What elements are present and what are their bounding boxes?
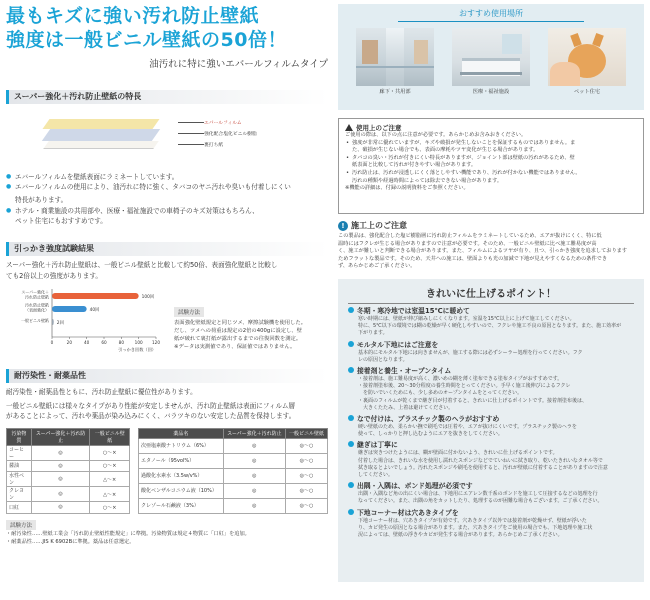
stain-table-cell: △〜× — [90, 487, 130, 502]
caution-item: • タバコの臭い・汚れが付きにくい特長がありますが、ジョイント部は壁紙の汚れがあるため、壁 — [345, 155, 637, 163]
chart-category-label: 汚れ防止壁紙 — [25, 294, 49, 300]
chart-category-label: 汚れ防止壁紙 — [25, 302, 49, 308]
finishing-point-text: 特に、5℃以下の環境では糊の乾燥が早く硬化しやすいので、フクレや施工不良の原因となります。また、施工効率が — [358, 323, 622, 330]
chemical-table-cell: ◎〜○ — [286, 438, 328, 453]
strength-intro-2: ても2倍以上の強度があります。 — [6, 271, 102, 280]
finishing-point-heading: 継ぎは丁寧に — [357, 441, 398, 450]
finishing-point-heading: 出隅・入隅は、ボンド処理が必須です — [357, 482, 473, 491]
construction-line: く、施工が難しいと判断できる場合があります。また、フィルムによるツヤが有り、且つ、引っかき強度を追求しております — [338, 248, 628, 255]
stain-heading: 耐汚染性・耐薬品性 — [6, 369, 328, 383]
chemical-table-cell: 次亜塩素酸ナトリウム（6%） — [139, 438, 224, 453]
chart-x-tick-label: 40 — [83, 340, 90, 345]
finishing-point-text: 寒い時期には、壁紙が伸び縮みしにくくなります。室温を15℃以上に上げて施工してください。 — [358, 315, 575, 322]
stain-table-row — [7, 487, 130, 502]
stain-table-row — [7, 502, 130, 514]
finishing-point — [348, 508, 634, 540]
resin-layer — [42, 129, 160, 141]
strength-heading: 引っかき強度試験結果 — [6, 242, 328, 256]
chemical-table-cell: ◎ — [223, 453, 285, 468]
photo-corridor — [356, 28, 434, 95]
finishing-point-text: なってください。また、出隅の角をカットしたり、処理するのが困難な場合もございます。ご了承ください。 — [358, 498, 603, 505]
usage-caution-lead: ご使用の際は、以下の点に注意が必要です。あらかじめお含みおきください。 — [345, 132, 527, 138]
usage-caution-box — [338, 118, 644, 214]
chart-bar — [52, 306, 87, 312]
point-bullet-icon — [348, 341, 354, 347]
chemical-table-row — [139, 468, 328, 483]
usage-caution-heading: 使用上のご注意 — [356, 124, 402, 132]
strength-bar-chart — [6, 287, 171, 353]
finishing-point-heading: 接着剤と養生・オープンタイム — [357, 366, 452, 375]
finishing-point — [348, 481, 634, 505]
chemical-table-cell: ◎ — [223, 438, 285, 453]
layer-label-film: エバールフィルム — [204, 121, 242, 126]
chart-category-label: スーパー強化＋ — [21, 289, 49, 295]
finishing-point — [348, 440, 634, 479]
point-bullet-icon — [348, 415, 354, 421]
place-caption: 廊下・共用部 — [379, 89, 411, 95]
corridor-image — [356, 28, 434, 86]
finishing-point-text: り、カビ発生の原因となる場合があります。また、穴あきタイプをご使用の場合でも、下地処理や施工状 — [358, 524, 593, 531]
stain-table-row — [7, 445, 130, 460]
chemical-table-cell: クレゾール石鹸液（3%） — [139, 498, 224, 513]
finishing-point-text: 基本的にモルタル下地には向きませんが、施工する際には必ずシーラー処理を行ってください。フク — [358, 349, 583, 356]
caution-item: • 強度が非常に優れていますが、キズや破損が発生しないことを保証するものではありません。ま — [345, 140, 637, 148]
stain-table-cell: △〜× — [90, 472, 130, 487]
chart-bar — [52, 319, 54, 325]
construction-line: ず、あらかじめご了承ください。 — [338, 263, 416, 270]
finishing-point-text: 況によっては、壁紙の浮きやカビが発生する場合があります。あらかじめご了承ください。 — [358, 532, 563, 539]
feature-item: ● エバールフィルムを壁紙表面にラミネートしています。 — [6, 172, 328, 182]
photo-hospital — [452, 28, 530, 95]
warning-icon — [345, 124, 353, 131]
feature-item: ● ホテル・商業施設の共用部や、医療・福祉施設での車椅子のキズ対策はもちろん、 — [6, 206, 328, 216]
chemical-table-cell: ◎ — [223, 468, 285, 483]
test-method-line: 表面強化壁紙規定と同じツメ、摩擦試験機を使用した。 — [174, 320, 306, 326]
stain-table-cell: ◎ — [31, 502, 90, 514]
test-condition-line: ・耐薬品性……JIS K 6902Bに準拠。薬品は任意選定。 — [6, 538, 135, 545]
stain-table-cell: ○〜× — [90, 445, 130, 460]
stain-table-cell: ◎ — [31, 487, 90, 502]
test-method-line: だし、ツメへの荷重は規定の2倍の400gに設定し、壁 — [174, 328, 302, 334]
point-bullet-icon — [348, 307, 354, 313]
chart-category-label: （表面強化） — [25, 307, 49, 313]
point-bullet-icon — [348, 482, 354, 488]
chart-x-tick-label: 60 — [101, 340, 107, 345]
construction-line: ためフラットな製品です。そのため、天井への施工は、壁面よりも光の加減で下地が見えやすくなるための条件でき — [338, 255, 608, 262]
caution-item-cont: 汚れの種類や経過時間によっては除去できない場合があります。 — [352, 177, 503, 184]
test-method-line: ※データは実測値であり、保証値ではありません。 — [174, 344, 296, 350]
finishing-point-text: 硬い壁紙のため、柔らかい撫で刷毛では圧着や、エアが抜けにくいです。プラスチック製のヘラを — [358, 424, 577, 430]
chart-data-label: 40回 — [89, 308, 100, 313]
finishing-point-heading: モルタル下地にはご注意を — [357, 340, 439, 349]
chemical-table — [138, 428, 328, 514]
finishing-point-text: してください。 — [358, 472, 394, 479]
chart-x-tick-label: 0 — [50, 340, 54, 345]
construction-heading: 施工上のご注意 — [351, 221, 407, 230]
chart-x-tick-label: 100 — [134, 340, 143, 345]
hero-title-line2: 強度は一般ビニル壁紙の50倍！ — [6, 29, 287, 51]
finishing-points-title: きれいに仕上げるポイント！ — [426, 288, 556, 300]
chemical-table-row — [139, 438, 328, 453]
caution-note: ※機能の詳細は、付録の説明資料をご参照ください。 — [345, 185, 469, 192]
chart-bar — [52, 293, 139, 299]
stain-paragraph-2: 一般ビニル壁紙には様々なタイプがあり性能が安定しませんが、汚れ防止壁紙は表面にフィルム層 — [6, 401, 296, 410]
test-method-line: 紙が破れて裏打紙が露出するまでの往復回数を測定。 — [174, 336, 302, 342]
test-method-box — [174, 307, 328, 351]
finishing-point-text: ・接着剤は、施工難易度が高く、濃いめの糊を薄く塗布できる塗布タイプがおすすめです。 — [358, 375, 563, 382]
finishing-point-text: 継ぎは突きつけたようには、糊が壁面に付かないよう、きれいに仕上げるポイントです。 — [358, 450, 558, 457]
stain-table-cell: 水性ペン — [7, 472, 32, 487]
strength-chart-area — [6, 287, 328, 353]
chemical-table-cell: ◎〜○ — [286, 498, 328, 513]
chart-x-tick-label: 80 — [118, 340, 125, 345]
chemical-table-row — [139, 498, 328, 513]
finishing-point-text: 下がります。 — [358, 330, 388, 337]
strength-intro-1: スーパー強化＋汚れ防止壁紙は、一般ビニル壁紙と比較して約50倍、表面強化壁紙と比較し — [6, 261, 278, 269]
stain-table-cell: ◎ — [31, 460, 90, 472]
finishing-points-box — [338, 279, 644, 582]
stain-table-cell: ○〜× — [90, 460, 130, 472]
recommended-title: おすすめ使用場所 — [398, 8, 584, 22]
test-conditions-tag: 試験方法 — [6, 520, 36, 530]
hospital-room-image — [452, 28, 530, 86]
chemical-table-cell: ◎ — [223, 498, 285, 513]
stain-table-cell: コーヒー — [7, 445, 32, 460]
chemical-table-row — [139, 483, 328, 498]
stain-table-header: 汚染物質 — [7, 428, 32, 445]
chemical-table-cell: ◎〜○ — [286, 468, 328, 483]
stain-table-header: スーパー強化＋汚れ防止 — [31, 428, 90, 445]
hero-subtitle: 油汚れに特に強いエバールフィルムタイプ — [149, 59, 328, 70]
point-bullet-icon — [348, 367, 354, 373]
stain-table-header: 一般ビニル壁紙 — [90, 428, 130, 445]
feature-item: ● エバールフィルムの使用により、油汚れに特に強く、タバコのヤニ汚れや臭いも付着しにくい — [6, 182, 328, 192]
film-layer-diagram — [6, 109, 328, 169]
chart-data-label: 2回 — [56, 321, 64, 326]
chemical-table-cell: エタノール（95vol%） — [139, 453, 224, 468]
stain-table-row — [7, 460, 130, 472]
layer-label-resin: 強化配合塩化ビニル樹脂 — [204, 132, 257, 137]
layer-label-backing: 裏打ち紙 — [204, 143, 224, 148]
test-conditions — [6, 520, 328, 546]
point-bullet-icon — [348, 441, 354, 447]
chemical-table-header: 一般ビニル壁紙 — [286, 428, 328, 438]
chart-x-axis-label: 引っかき回数（回） — [118, 347, 156, 352]
construction-text — [338, 233, 644, 271]
right-column — [338, 4, 644, 598]
features-list — [6, 172, 328, 226]
film-layer — [42, 119, 159, 129]
stain-table-cell: ◎ — [31, 445, 90, 460]
resistance-tables — [6, 428, 328, 514]
place-caption: 医療・福祉施設 — [472, 89, 510, 95]
finishing-point-heading: なで付けは、プラスチック製のヘラがおすすめ — [357, 415, 500, 423]
pet-home-image — [548, 28, 626, 86]
chemical-table-cell: ◎〜○ — [286, 453, 328, 468]
chart-x-tick-label: 20 — [66, 340, 73, 345]
finishing-points-list — [348, 306, 634, 539]
features-heading: スーパー強化＋汚れ防止壁紙の特長 — [6, 90, 328, 104]
chemical-table-cell: 酸化ベンザルコニウム液（10%） — [139, 483, 224, 498]
feature-item-cont: ペット住宅にもおすすめです。 — [15, 216, 107, 225]
finishing-point-text: ・裏面のフィルムが乾くまで継ぎ目が付着すると、きれいに仕上げるポイントです。接着剤塗布後は、 — [358, 397, 588, 404]
hero-title-line1: 最もキズに強い汚れ防止壁紙 — [6, 5, 260, 27]
construction-line: 温時にはフクレが生じる場合がありますので注意が必要です。そのため、一般ビニル壁紙に比べ施工難易度が高 — [338, 240, 597, 247]
finishing-point-text: 大きくたたみ、上着は避けてください。 — [358, 404, 454, 411]
finishing-point-text: 出隅・入隅など角の出にくい場合は、下地用にエアレン数千系のボンドを施工して圧接するなどの処理を行 — [358, 491, 598, 498]
caution-item-cont: た、破損が生じない場合でも、表面の摩耗やツヤ変化が生じる場合があります。 — [352, 147, 539, 154]
place-caption: ペット住宅 — [574, 89, 600, 95]
chemical-table-header: 薬品名 — [139, 428, 224, 438]
stain-table — [6, 428, 130, 514]
chemical-table-cell: ◎〜○ — [286, 483, 328, 498]
stain-table-cell: ◎ — [31, 472, 90, 487]
chart-data-label: 100回 — [141, 295, 155, 300]
finishing-point-heading: 冬期・寒冷地では室温15℃に暖めて — [357, 306, 470, 315]
construction-line: この製品は、強化配合した塩ビ樹脂層に汚れ防止フィルムをラミネートしているため、エアが抜けにくく、特に低 — [338, 233, 602, 239]
finishing-point — [348, 340, 634, 364]
finishing-point-text: 下地コーナー材は、穴あきタイプが有効です。穴あきタイプ以外では接着剤が乾燥せず、壁紙が浮いた — [358, 517, 587, 524]
stain-paragraph-1: 耐汚染性・耐薬品性ともに、汚れ防止壁紙に優位性があります。 — [6, 388, 197, 396]
finishing-point — [348, 366, 634, 412]
chart-x-tick-label: 120 — [152, 340, 160, 345]
feature-item-cont: 特長があります。 — [15, 196, 68, 204]
stain-table-cell: 醤油 — [7, 460, 32, 472]
finishing-point-text: 拭き取るとよいでしょう。汚れたスポンジや刷毛を使用すると、汚れが壁紙に付着することがありますので注意 — [358, 464, 608, 471]
chemical-table-cell: ◎ — [223, 483, 285, 498]
finishing-point-text: ・接着剤塗布後、20〜30分程度の養生時間をとってください。手早く施工後伸びによるフクレ — [358, 383, 571, 390]
point-bullet-icon — [348, 509, 354, 515]
finishing-point — [348, 414, 634, 438]
stain-table-cell: クレヨン — [7, 487, 32, 502]
chart-category-label: 一般ビニル壁紙 — [21, 318, 49, 323]
photo-pet — [548, 28, 626, 95]
finishing-point-text: 使って、しっかりと押し込むようにエアを抜きをしてください。 — [358, 431, 503, 438]
finishing-point-text: 付着した場合は、きれいな水を使用し濡れたスポンジなどでていねいに拭き取り、乾いたきれいなタオル等で — [358, 457, 603, 464]
finishing-point — [348, 306, 634, 338]
caution-item-cont: 紙表面と比較して汚れが付きやすい場合があります。 — [352, 162, 477, 169]
backing-paper-layer — [43, 141, 159, 149]
caution-item: • 汚れ防止は、汚れが浸透しにくく落としやすい機能であり、汚れが付かない機能ではありません。 — [345, 170, 637, 178]
finishing-point-text: レの原因となります。 — [358, 356, 408, 363]
left-column — [6, 4, 328, 598]
stain-table-row — [7, 472, 130, 487]
test-condition-line: ・耐汚染性……壁紙工業会「汚れ防止壁紙性能規定」に準拠。汚染物質は規定４物質に「口紅」を追加。 — [6, 530, 250, 537]
chemical-table-row — [139, 453, 328, 468]
chemical-table-cell: 過酸化水素水（3.5w/v%） — [139, 468, 224, 483]
stain-paragraph-3: があることによって、汚れや薬品が染み込みにくく、バラツキのない安定した品質を保持します。 — [6, 412, 296, 420]
recommended-places — [338, 4, 644, 110]
finishing-point-text: を防いでいくためにも、少し多めのオープンタイムをとってください。 — [358, 390, 523, 397]
chemical-table-header: スーパー強化＋汚れ防止 — [223, 428, 285, 438]
stain-table-cell: ○〜× — [90, 502, 130, 514]
info-icon: ! — [338, 221, 348, 231]
test-method-tag: 試験方法 — [174, 307, 204, 317]
stain-table-cell: 口紅 — [7, 502, 32, 514]
finishing-point-heading: 下地コーナー材は穴あきタイプを — [357, 508, 459, 517]
